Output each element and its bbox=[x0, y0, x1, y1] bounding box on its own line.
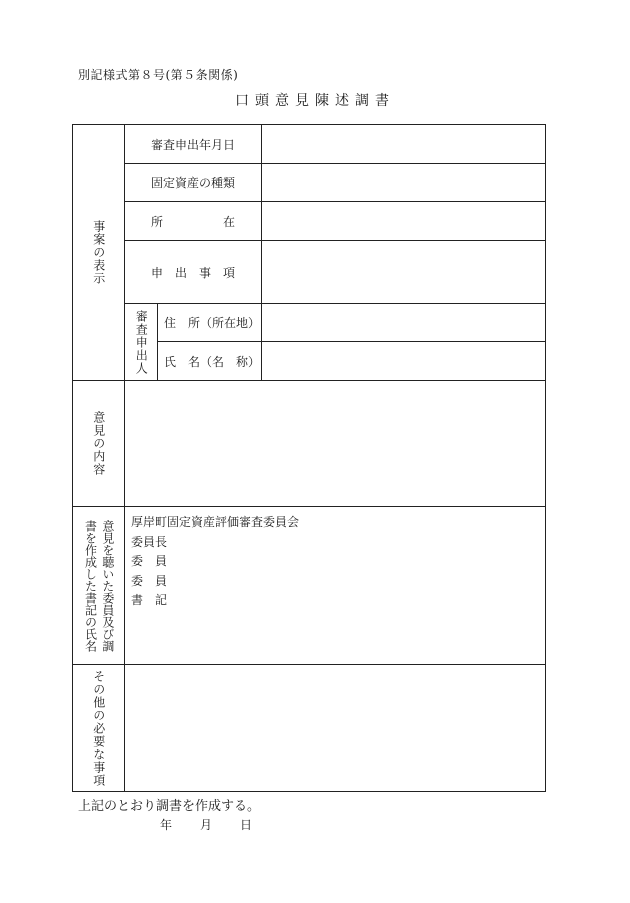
address-label-cell bbox=[158, 304, 262, 342]
month-label: 月 bbox=[200, 818, 213, 832]
location-label: 所 在 bbox=[151, 214, 236, 229]
applicant-group-label: 審査申出人 bbox=[134, 309, 149, 375]
matter-label-cell bbox=[125, 241, 262, 304]
statement-text: 上記のとおり調書を作成する。 bbox=[78, 799, 261, 814]
asset-type-label: 固定資産の種類 bbox=[151, 176, 236, 190]
matter-value-field[interactable] bbox=[262, 241, 546, 304]
clerk-role: 書 記 bbox=[131, 593, 168, 607]
member-role: 委 員 bbox=[131, 573, 168, 588]
name-label-cell bbox=[158, 342, 262, 381]
name-label: 氏 名（名 称） bbox=[164, 354, 261, 369]
year-label: 年 bbox=[160, 818, 173, 832]
table-row bbox=[73, 125, 546, 164]
committee-cell bbox=[125, 507, 546, 665]
case-section-cell bbox=[73, 125, 125, 381]
form-number-label: 別記様式第８号(第５条関係) bbox=[78, 68, 239, 82]
address-label: 住 所（所在地） bbox=[164, 316, 261, 330]
chair-role: 委員長 bbox=[131, 534, 168, 549]
other-content-field[interactable] bbox=[125, 665, 546, 792]
date-label: 審査申出年月日 bbox=[151, 137, 236, 152]
address-value-field[interactable] bbox=[262, 304, 546, 342]
table-row bbox=[73, 665, 546, 792]
member-role: 委 員 bbox=[131, 554, 168, 568]
other-label-cell bbox=[73, 665, 125, 792]
date-value-field[interactable] bbox=[262, 125, 546, 164]
opinion-label-cell bbox=[73, 381, 125, 507]
opinion-content-field[interactable] bbox=[125, 381, 546, 507]
applicant-group-cell bbox=[125, 304, 158, 381]
name-value-field[interactable] bbox=[262, 342, 546, 381]
committee-name: 厚岸町固定資産評価審査委員会 bbox=[131, 515, 300, 529]
recorder-label: 意見を聴いた委員及び調書を作成した書記の氏名 bbox=[83, 519, 115, 652]
document-title: 口頭意見陳述調書 bbox=[235, 93, 395, 109]
hearing-record-table bbox=[72, 124, 546, 792]
date-line bbox=[160, 816, 252, 833]
location-label-cell bbox=[125, 202, 262, 241]
recorder-label-cell bbox=[73, 507, 125, 665]
table-row bbox=[73, 381, 546, 507]
asset-type-value-field[interactable] bbox=[262, 164, 546, 202]
table-row bbox=[73, 304, 546, 342]
date-label-cell bbox=[125, 125, 262, 164]
day-label: 日 bbox=[240, 818, 253, 832]
table-row bbox=[73, 507, 546, 665]
matter-label: 申 出 事 項 bbox=[151, 265, 236, 280]
table-row bbox=[73, 202, 546, 241]
table-row bbox=[73, 164, 546, 202]
opinion-label: 意見の内容 bbox=[91, 411, 106, 476]
location-value-field[interactable] bbox=[262, 202, 546, 241]
other-label: その他の必要な事項 bbox=[91, 669, 106, 787]
asset-type-label-cell bbox=[125, 164, 262, 202]
table-row bbox=[73, 241, 546, 304]
case-section-label: 事案の表示 bbox=[91, 220, 106, 285]
